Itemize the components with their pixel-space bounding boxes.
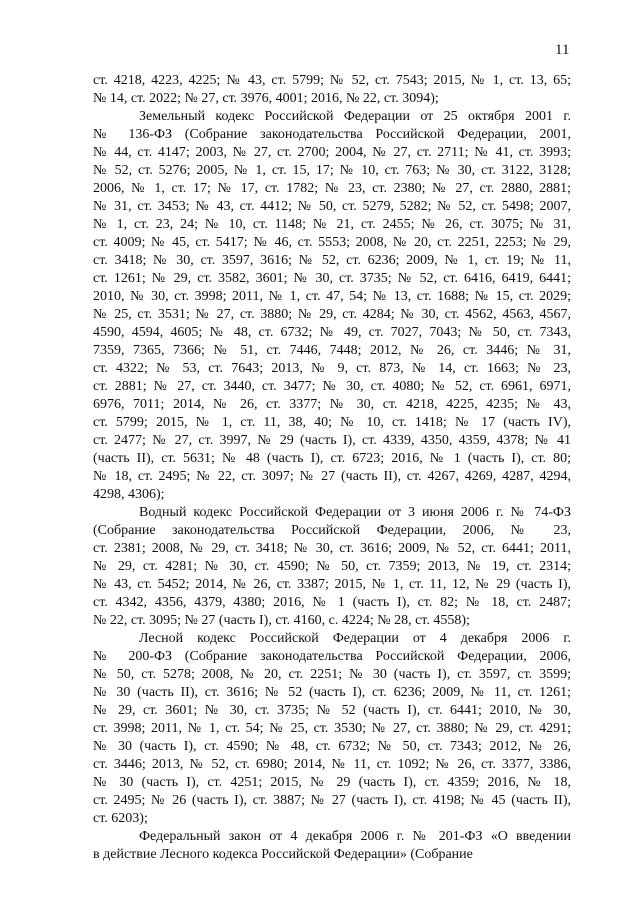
text-line: № 25, ст. 3531; № 27, ст. 3880; № 29, ст. 4284; № 30, ст. 4562, 4563, 4567, (93, 307, 571, 322)
text-line: ст. 2477; № 27, ст. 3997, № 29 (часть I), ст. 4339, 4350, 4359, 4378; № 41 (93, 433, 571, 448)
text-line: № 30 (часть I), ст. 4251; 2015, № 29 (часть I), ст. 4359; 2016, № 18, (93, 775, 571, 790)
text-line: № 14, ст. 2022; № 27, ст. 3976, 4001; 2016, № 22, ст. 3094); (93, 91, 439, 106)
text-line: № 50, ст. 5278; 2008, № 20, ст. 2251; № 30 (часть I), ст. 3597, ст. 3599; (93, 667, 571, 682)
text-line: № 30 (часть I), ст. 4590; № 48, ст. 6732; № 50, ст. 7343; 2012, № 26, (93, 739, 571, 754)
text-line: 2006, № 1, ст. 17; № 17, ст. 1782; № 23, ст. 2380; № 27, ст. 2880, 2881; (93, 181, 571, 196)
forest-code-paragraph (93, 630, 571, 828)
text-line: ст. 3418; № 30, ст. 3597, 3616; № 52, ст. 6236; 2009, № 1, ст. 19; № 11, (93, 253, 571, 268)
text-line: ст. 4342, 4356, 4379, 4380; 2016, № 1 (часть I), ст. 82; № 18, ст. 2487; (93, 595, 571, 610)
text-line: ст. 2381; 2008, № 29, ст. 3418; № 30, ст. 3616; 2009, № 52, ст. 6441; 2011, (93, 541, 571, 556)
text-line: № 29, ст. 4281; № 30, ст. 4590; № 50, ст. 7359; 2013, № 19, ст. 2314; (93, 559, 571, 574)
text-line: в действие Лесного кодекса Российской Федерации» (Собрание (93, 847, 473, 862)
federal-law-paragraph (93, 828, 571, 864)
document-body (93, 72, 571, 864)
text-line: № 200-ФЗ (Собрание законодательства Российской Федерации, 2006, (93, 649, 571, 664)
text-line: ст. 3998; 2011, № 1, ст. 54; № 25, ст. 3530; № 27, ст. 3880; № 29, ст. 4291; (93, 721, 571, 736)
text-line: № 29, ст. 3601; № 30, ст. 3735; № 52 (часть I), ст. 6441; 2010, № 30, (93, 703, 571, 718)
text-line: № 22, ст. 3095; № 27 (часть I), ст. 4160, с. 4224; № 28, ст. 4558); (93, 613, 470, 628)
text-line: Лесной кодекс Российской Федерации от 4 декабря 2006 г. (139, 631, 571, 646)
page-number: 11 (555, 42, 570, 58)
continuation-paragraph (93, 72, 571, 108)
text-line: № 43, ст. 5452; 2014, № 26, ст. 3387; 2015, № 1, ст. 11, 12, № 29 (часть I), (93, 577, 571, 592)
text-line: № 44, ст. 4147; 2003, № 27, ст. 2700; 2004, № 27, ст. 2711; № 41, ст. 3993; (93, 145, 571, 160)
text-line: 4298, 4306); (93, 487, 165, 502)
text-line: ст. 4218, 4223, 4225; № 43, ст. 5799; № 52, ст. 7543; 2015, № 1, ст. 13, 65; (93, 73, 571, 88)
text-line: № 1, ст. 23, 24; № 10, ст. 1148; № 21, ст. 2455; № 26, ст. 3075; № 31, (93, 217, 571, 232)
text-line: № 18, ст. 2495; № 22, ст. 3097; № 27 (часть II), ст. 4267, 4269, 4287, 4294, (93, 469, 571, 484)
text-line: № 136-ФЗ (Собрание законодательства Российской Федерации, 2001, (93, 127, 571, 142)
text-line: ст. 2495; № 26 (часть I), ст. 3887; № 27 (часть I), ст. 4198; № 45 (часть II), (93, 793, 571, 808)
text-line: (часть II), ст. 5631; № 48 (часть I), ст. 6723; 2016, № 1 (часть I), ст. 80; (93, 451, 571, 466)
text-line: № 30 (часть II), ст. 3616; № 52 (часть I), ст. 6236; 2009, № 11, ст. 1261; (93, 685, 571, 700)
text-line: ст. 4009; № 45, ст. 5417; № 46, ст. 5553; 2008, № 20, ст. 2251, 2253; № 29, (93, 235, 571, 250)
land-code-paragraph (93, 108, 571, 504)
text-line: № 31, ст. 3453; № 43, ст. 4412; № 50, ст. 5279, 5282; № 52, ст. 5498; 2007, (93, 199, 571, 214)
text-line: Водный кодекс Российской Федерации от 3 июня 2006 г. № 74-ФЗ (139, 505, 571, 520)
text-line: ст. 5799; 2015, № 1, ст. 11, 38, 40; № 10, ст. 1418; № 17 (часть IV), (93, 415, 571, 430)
text-line: ст. 1261; № 29, ст. 3582, 3601; № 30, ст. 3735; № 52, ст. 6416, 6419, 6441; (93, 271, 571, 286)
text-line: ст. 3446; 2013, № 52, ст. 6980; 2014, № 11, ст. 1092; № 26, ст. 3377, 3386, (93, 757, 571, 772)
text-line: № 52, ст. 5276; 2005, № 1, ст. 15, 17; № 10, ст. 763; № 30, ст. 3122, 3128; (93, 163, 571, 178)
text-line: 4590, 4594, 4605; № 48, ст. 6732; № 49, ст. 7027, 7043; № 50, ст. 7343, (93, 325, 571, 340)
text-line: 7359, 7365, 7366; № 51, ст. 7446, 7448; 2012, № 26, ст. 3446; № 31, (93, 343, 571, 358)
text-line: 2010, № 30, ст. 3998; 2011, № 1, ст. 47, 54; № 13, ст. 1688; № 15, ст. 2029; (93, 289, 571, 304)
text-line: ст. 6203); (93, 811, 148, 826)
text-line: 6976, 7011; 2014, № 26, ст. 3377; № 30, ст. 4218, 4225, 4235; № 43, (93, 397, 571, 412)
text-line: Земельный кодекс Российской Федерации от 25 октября 2001 г. (139, 109, 571, 124)
text-line: Федеральный закон от 4 декабря 2006 г. № 201-ФЗ «О введении (139, 829, 571, 844)
text-line: (Собрание законодательства Российской Федерации, 2006, № 23, (93, 523, 571, 538)
text-line: ст. 2881; № 27, ст. 3440, ст. 3477; № 30, ст. 4080; № 52, ст. 6961, 6971, (93, 379, 571, 394)
water-code-paragraph (93, 504, 571, 630)
text-line: ст. 4322; № 53, ст. 7643; 2013, № 9, ст. 873, № 14, ст. 1663; № 23, (93, 361, 571, 376)
